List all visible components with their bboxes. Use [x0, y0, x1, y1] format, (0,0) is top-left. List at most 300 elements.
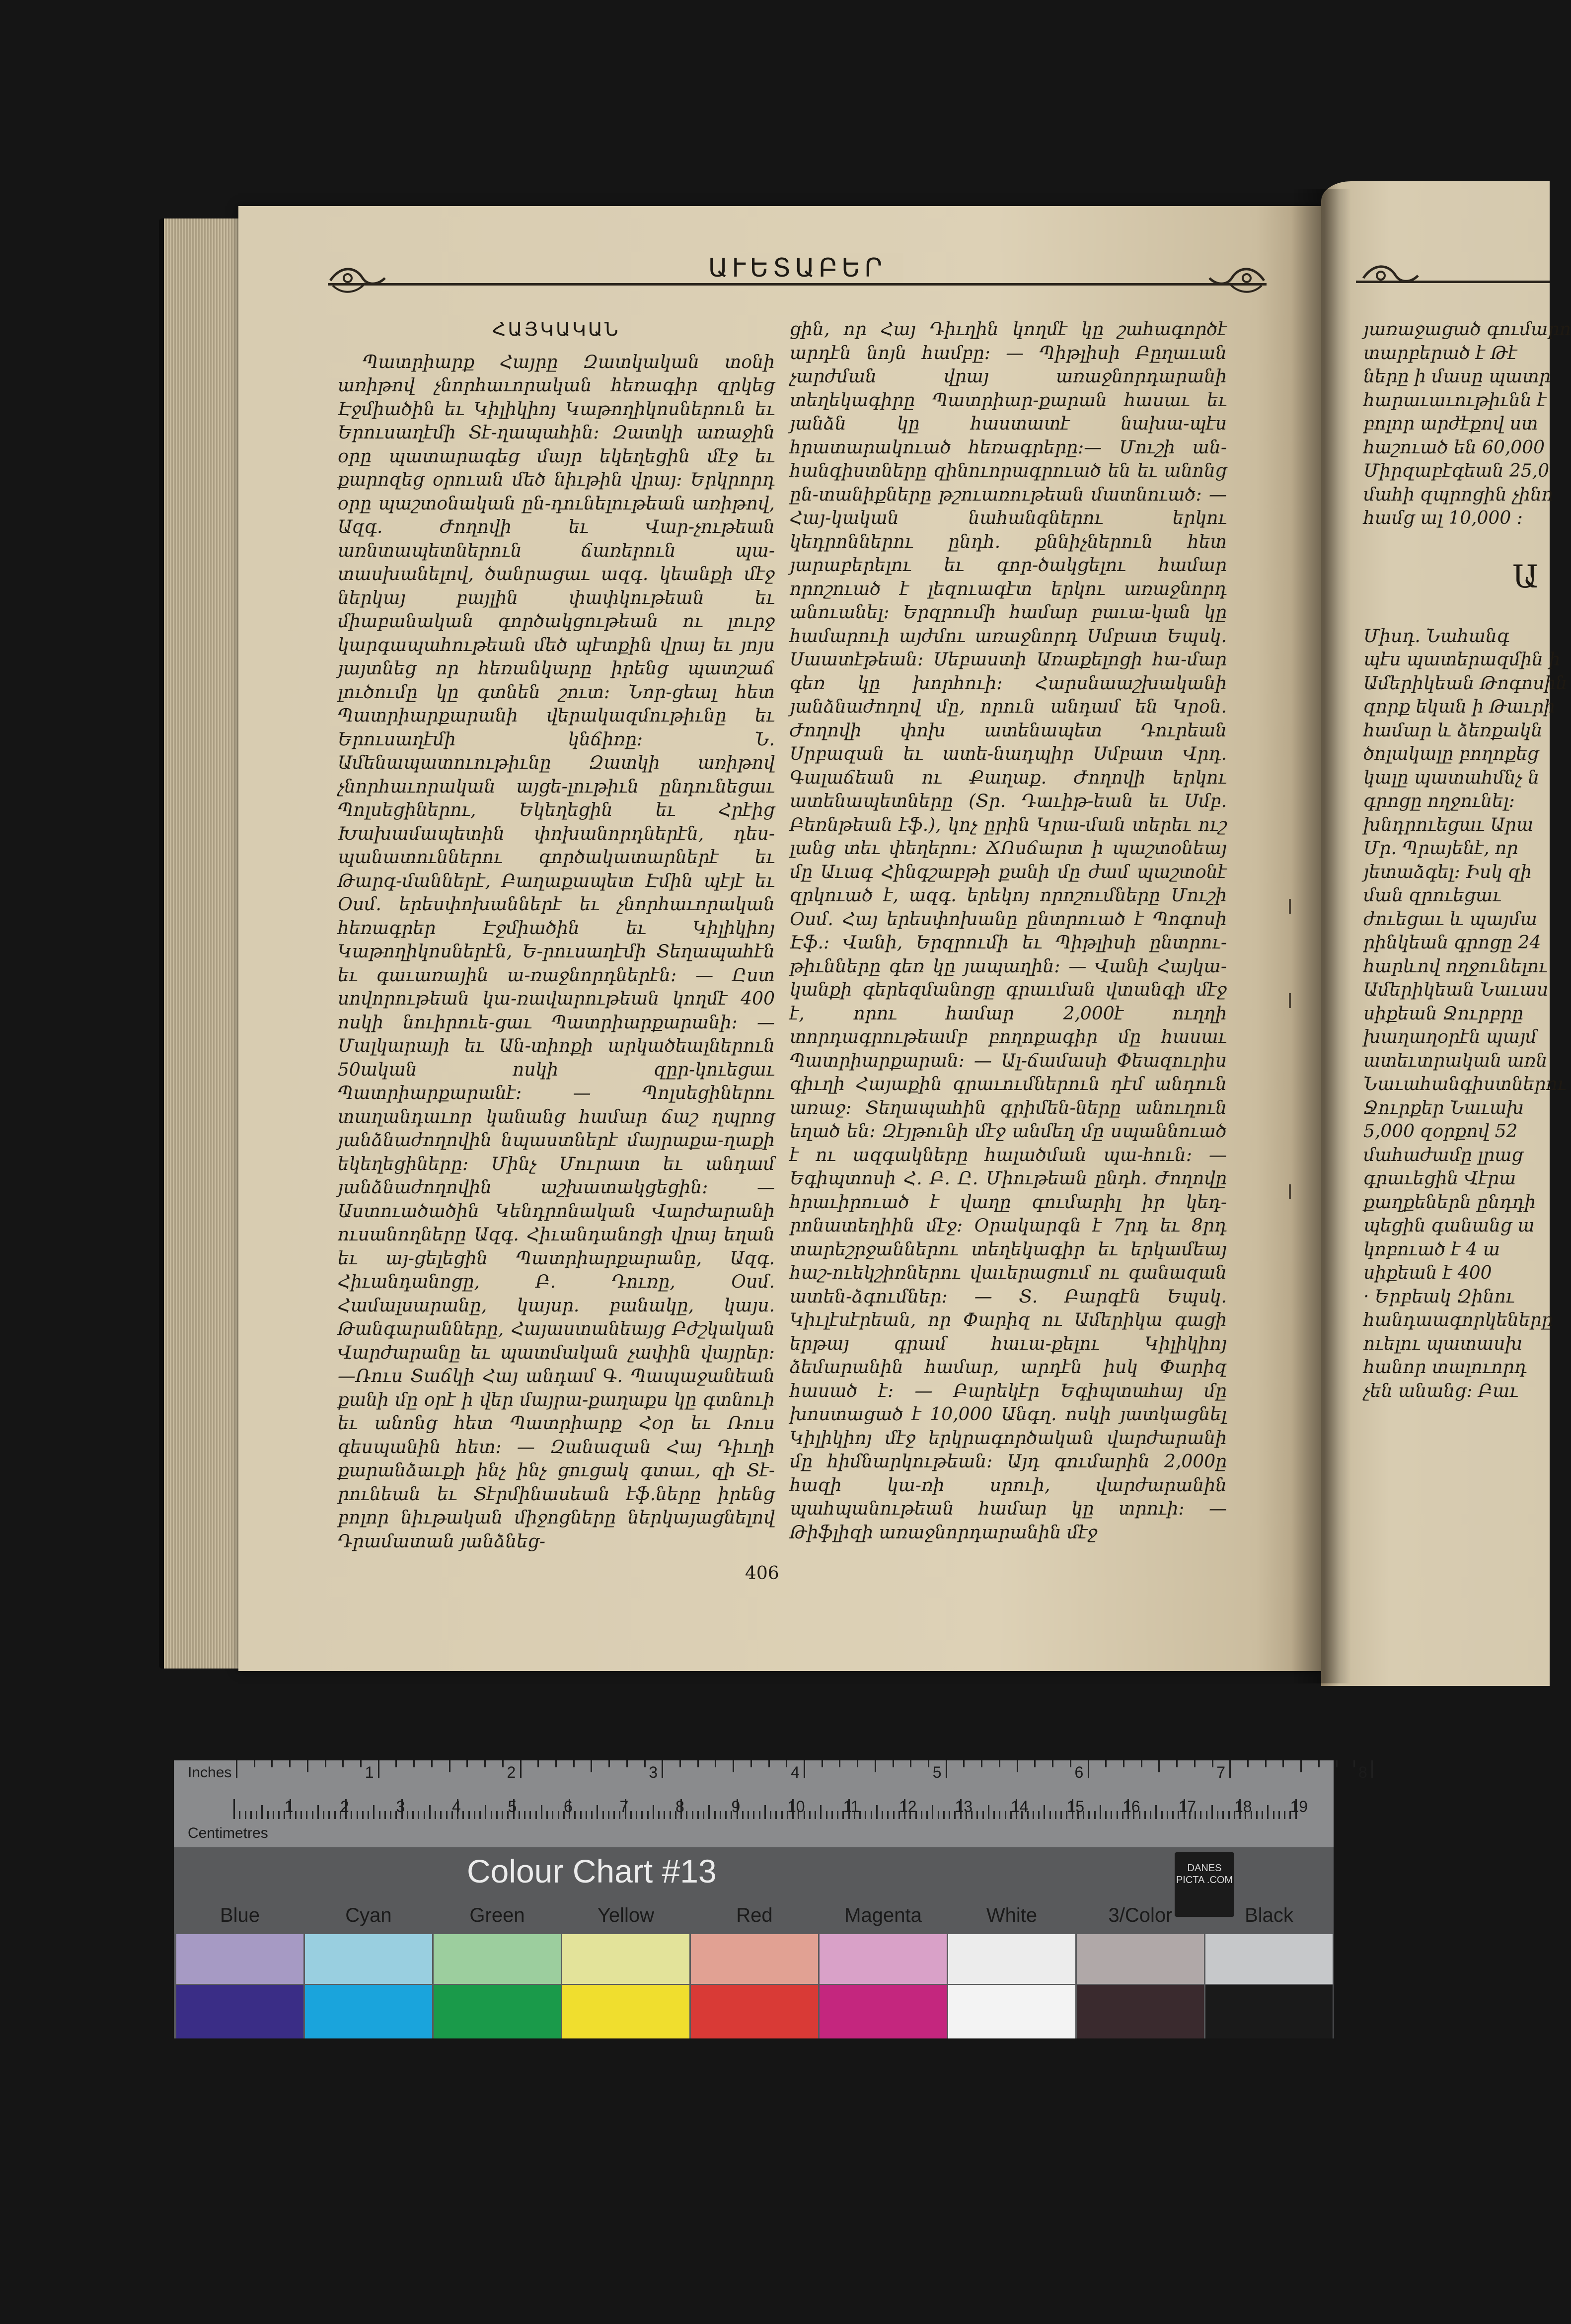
- ruler-inch-tick: [1353, 1760, 1355, 1767]
- margin-mark: [1289, 899, 1291, 914]
- ruler-inch-tick: [271, 1760, 273, 1767]
- ruler-inch-tick: [466, 1760, 468, 1767]
- facing-page-line: հանոր տալուորդ: [1363, 1357, 1527, 1378]
- facing-page-line: 5,000 զօրքով 52: [1363, 1121, 1518, 1142]
- colour-label: Blue: [220, 1904, 260, 1926]
- ruler-cm-tick: [703, 1811, 704, 1819]
- ruler-cm-number: 4: [452, 1798, 461, 1816]
- ruler-inch-number: 6: [1074, 1763, 1084, 1781]
- facing-page-line: խաղաղօրէն պայմ: [1363, 1027, 1537, 1047]
- colour-label: Yellow: [597, 1904, 655, 1926]
- ruler-cm-number: 14: [1011, 1798, 1029, 1816]
- ruler-cm-tick: [591, 1811, 593, 1819]
- ruler-cm-tick: [317, 1805, 319, 1819]
- facing-page-line: յառաջացած գումարո: [1363, 319, 1571, 340]
- ruler-cm-tick: [781, 1811, 783, 1819]
- ruler-cm-tick: [893, 1811, 895, 1819]
- ruler-cm-tick: [440, 1811, 442, 1819]
- facing-page-text: [1363, 318, 1571, 1403]
- ruler-cm-tick: [1049, 1811, 1051, 1819]
- ruler-inch-tick: [342, 1760, 344, 1767]
- ruler-inch-tick: [573, 1760, 575, 1767]
- colour-swatch-dark: [691, 1985, 818, 2038]
- ruler-inch-tick: [1318, 1760, 1320, 1767]
- ruler-inch-tick: [893, 1760, 894, 1767]
- ruler-cm-number: 16: [1122, 1798, 1140, 1816]
- margin-mark: [1289, 1184, 1291, 1199]
- ruler-cm-tick: [368, 1811, 369, 1819]
- ruler-cm-tick: [809, 1811, 811, 1819]
- ruler-cm-number: 7: [619, 1798, 629, 1816]
- ruler-cm-tick: [429, 1805, 431, 1819]
- facing-page-line: հարաւաւութիւնն է: [1363, 390, 1547, 411]
- colour-swatch-dark: [1077, 1985, 1204, 2038]
- ruler-cm-tick: [479, 1811, 481, 1819]
- ruler-inch-tick: [1265, 1760, 1267, 1767]
- ruler-cm-tick: [278, 1811, 280, 1819]
- facing-page-line: [1363, 530, 1552, 554]
- ruler-cm-tick: [300, 1811, 302, 1819]
- facing-ornament-icon: [1361, 261, 1421, 295]
- page-edges: [164, 218, 243, 1669]
- ruler-inch-tick: [875, 1760, 876, 1772]
- facing-page-line: Միսդ. Նահանգ: [1363, 626, 1509, 647]
- facing-page-line: պէս պատերազմին ի: [1363, 650, 1561, 670]
- ruler-cm-tick: [446, 1811, 448, 1819]
- ruler-cm-tick: [692, 1811, 693, 1819]
- ruler-cm-number: 8: [675, 1798, 684, 1816]
- ruler-cm-number: 3: [396, 1798, 405, 1816]
- ruler-cm-tick: [256, 1811, 257, 1819]
- ruler-cm-tick: [334, 1811, 336, 1819]
- ruler-cm-number: 17: [1178, 1798, 1197, 1816]
- right-column: [790, 318, 1227, 1544]
- ruler-inch-tick: [999, 1760, 1000, 1767]
- ruler-cm-tick: [306, 1811, 307, 1819]
- colour-label: 3/Color: [1108, 1904, 1173, 1926]
- ruler-inch-tick: [1371, 1760, 1373, 1778]
- spine-shadow: [1291, 189, 1351, 1683]
- section-heading: ՀԱՅԿԱԿԱՆ: [492, 318, 620, 340]
- ruler-inch-tick: [697, 1760, 699, 1767]
- facing-page-line: ատեւտրական առն: [1363, 1050, 1548, 1071]
- ruler-inch-tick: [822, 1760, 823, 1767]
- ruler-cm-tick: [535, 1811, 537, 1819]
- ruler-cm-tick: [485, 1805, 486, 1819]
- ruler-cm-tick: [1167, 1811, 1168, 1819]
- ruler-cm-tick: [407, 1811, 408, 1819]
- colour-swatch-light: [948, 1934, 1075, 1984]
- ruler-inch-tick: [750, 1760, 752, 1767]
- facing-page-line: չեն անանց։ Բաւ: [1363, 1380, 1518, 1401]
- ruler-cm-tick: [630, 1811, 632, 1819]
- right-ornament-icon: [1207, 263, 1267, 298]
- ruler-cm-tick: [697, 1811, 699, 1819]
- ruler-inch-tick: [555, 1760, 557, 1767]
- ruler-cm-tick: [233, 1799, 235, 1819]
- ruler-cm-tick: [586, 1811, 587, 1819]
- facing-page-line: Ա: [1512, 559, 1538, 595]
- ruler-cm-tick: [658, 1811, 660, 1819]
- ruler-cm-tick: [647, 1811, 649, 1819]
- ruler-cm-tick: [1150, 1811, 1151, 1819]
- ruler-cm-tick: [273, 1811, 274, 1819]
- facing-page-line: ուելու պատասխ: [1363, 1333, 1523, 1354]
- ruler-cm-tick: [574, 1811, 576, 1819]
- ruler-cm-tick: [670, 1811, 671, 1819]
- ruler-inch-tick: [715, 1760, 716, 1767]
- ruler-inch-tick: [644, 1760, 646, 1767]
- ruler-cm-tick: [1267, 1805, 1269, 1819]
- ruler-cm-tick: [1005, 1811, 1006, 1819]
- ruler-cm-tick: [1161, 1811, 1163, 1819]
- ruler-cm-tick: [1273, 1811, 1274, 1819]
- ruler-cm-number: 9: [731, 1798, 741, 1816]
- colour-label: Green: [469, 1904, 525, 1926]
- ruler-cm-tick: [826, 1811, 827, 1819]
- ruler-cm-tick: [865, 1811, 866, 1819]
- ruler-cm-tick: [982, 1811, 984, 1819]
- ruler-inch-tick: [1336, 1760, 1338, 1767]
- ruler-inch-number: 1: [365, 1763, 374, 1781]
- ruler-cm-tick: [636, 1811, 637, 1819]
- colour-swatch-light: [176, 1934, 303, 1984]
- ruler-inch-tick: [325, 1760, 326, 1767]
- facing-page-line: կոբուած է 4 ա: [1363, 1239, 1500, 1260]
- ruler-cm-tick: [976, 1811, 978, 1819]
- ruler-cm-tick: [435, 1811, 436, 1819]
- ruler-inch-tick: [910, 1760, 911, 1767]
- facing-page-line: տարբերած է Թէ: [1363, 343, 1517, 363]
- ruler-cm-tick: [1105, 1811, 1107, 1819]
- ruler-cm-number: 2: [340, 1798, 349, 1816]
- ruler-cm-tick: [664, 1811, 665, 1819]
- facing-page-line: յետաձգել։ Իսկ զի: [1363, 862, 1532, 882]
- facing-page-line: մահաժամը լրաց: [1363, 1145, 1523, 1165]
- ruler-inch-tick: [1017, 1760, 1018, 1772]
- ruler-inch-number: 7: [1216, 1763, 1226, 1781]
- ruler-inch-number: 2: [507, 1763, 516, 1781]
- ruler-cm-tick: [245, 1811, 246, 1819]
- ruler-cm-tick: [1088, 1811, 1090, 1819]
- ruler-inch-tick: [236, 1760, 237, 1778]
- ruler-cm-tick: [239, 1811, 240, 1819]
- ruler-cm-tick: [412, 1811, 414, 1819]
- ruler-cm-tick: [1278, 1811, 1280, 1819]
- facing-page-line: հաշուած են 60,000: [1363, 437, 1545, 458]
- ruler-inch-tick: [662, 1760, 663, 1778]
- ruler-cm-tick: [708, 1805, 710, 1819]
- left-column-text: Պատրիարք Հայրը Զատկական տօնի առիթով չնորհաւորական հեռագիր զրկեց Էջմիածին եւ Կիլիկիոյ Կաթողիկոսներուն եւ Երուսաղէմի Տէ-ղապահին։ Զատկի առաջին օրը պատարագեց մայր եկեղեցին մէջ եւ քարոզեց օրուան մեծ նիւթին վրայ։ Երկրորդ օրը պաշտօնական ըն-դունելութեան առիթով, Ազգ. Ժողովի եւ Վար-չութեան առնտապետներուն ճառերուն պա-տասխանելով, ծանրացաւ ազգ. կեանքի մէջ ներկայ բայլին փափկութեան եւ միաբանական գործակցութեան ու լուրջ կարգապահութեան մեծ պէտքին վրայ եւ յոյս յայտնեց որ հեռանկարը իրենց պատշաճ լուծումը կը գտնեն շուտ։ Նոր-ցեալ հետ Պատրիարքարանի վերակազմութիւնը եւ Երուսաղէմի կնճիռը։ Ն. Ամենապատուութիւնը Զատկի առիթով չնորհաւորական այցե-լութիւն ընդունեցաւ Պոլսեցիներու, Եկեղեցին եւ Հրէից Խախամապետին փոխանորդներէն, դես-պանատուններու գործակատարներէ եւ Թարգ-մաններէ, Բաղաքապետ Էմին պէյէ եւ Օսմ. երեսփոխաններէ եւ չնորհաւորական հեռագրեր Էջմիածին եւ Կիլիկիոյ Կաթողիկոսներէն, Ե-րուսաղէմի Տեղապահէն եւ գաւառային ա-ռաջնորդներէն։ — Ըստ սովորութեան կա-ռավարութեան կողմէ 400 ոսկի նուիրուե-ցաւ Պատրիարքարանի։ — Մալկարայի եւ Ան-տիոքի արկածեալներուն 50ական ոսկի զըր-կուեցաւ Պատրիարքարանէ։ — Պոլսեցիներու տաղանդաւոր կանանց համար ճաշ ղպրոց յանձնաժողովին նպաստներէ մայրաքա-ղաքի եկեղեցիները։ Մինչ Մուրատ եւ անդամ յանձնաժողովին աշխատակցեցին։ — Աստուածածին Կենդրոնական Վարժարանի ուսանողները Ազգ. Հիւանդանոցի վրայ եղան եւ այ-ցելեցին Պատրիարքարանը, Ազգ. Հիւանդանոցը, Բ. Դուռը, Օսմ. Համալսարանը, կայսր. բանակը, կայս. Թանգարանները, Հայաստանեայց Բժշկական Վարժարանը եւ պատմական չափին վայրեր։ —Ռուս Տաճկի Հայ անդամ Գ. Պապաջանեան քանի մը օրէ ի վեր մայրա-քաղաքս կը գտնուի եւ անոնց հետ Պատրիարք Հօր եւ Ռուս գեսպանին հետ։ — Զանազան Հայ Դիւղի քարանձաւքի ինչ ինչ ցուցակ գտաւ, զի Տէ-րունեան եւ Տէրմինասեան էֆ.ները իրենց բոլոր նիւթական միջոցները ներկայացնելով Դրամատան յանձնեց-: [338, 352, 775, 1552]
- ruler-inch-tick: [1141, 1760, 1142, 1767]
- ruler-inch-tick: [378, 1760, 379, 1778]
- ruler-cm-tick: [1111, 1811, 1112, 1819]
- ruler-cm-tick: [580, 1811, 582, 1819]
- ruler-cm-tick: [1200, 1811, 1201, 1819]
- right-column-text: ցին, որ Հայ Դիւղին կողմէ կը շահագործէ արդէն նոյն համբը։ — Պիթլիսի Բըղաւան չարժման վրայ առաջնորդարանի տեղեկագիրը Պատրիար-քարան հասաւ եւ յանձն կը հաստատէ նախա-պէս հրատարակուած հեռագրերը։— Մուշի ան-հանգիստները զինուորագրուած են եւ անոնց ըն-տանիքները թշուառութեան մատնուած։ — Հայ-կական նահանգներու երկու կեդրոններու ընդհ. քննիչներուն հետ յարաբերելու եւ գոր-ծակցելու համար որոշուած է լեզուագէտ երկու առաջնորդ անուանել։ Երզրումի համար բաւա-կան կը համարուի այժմու առաջնորդ Սմբատ Եպսկ. Սաատէթեան։ Սեբաստի Առաքելոցի հա-մար գեռ կը խորհուի։ Հարսնաաշխականի յանձնաժողով մը, որուն անդամ են Կրօն. Ժողովի փոխ ատենապետ Դուրեան Սրբազան եւ ատե-նադպիր Սմբատ Վրդ. Գալաճեան ու Քաղաք. Ժողովի երկու ատենապետները (Տր. Դաւիթ-եան եւ Սմբ. Բեռնթեան էֆ.), կոչ ըրին Կրա-ման տերեւ ուշ լանց տեւ փեղերու։ ՃՈսճարտ ի պաշտօնեայ մը Աւագ Հինգշաբթի քանի մը ժամ պաշտօնէ զրկուած է, ազգ. երեկոյ որոշումները Մուշի Օսմ. Հայ երեսփոխանը ընտրուած է Պոգոսի Էֆ.: Վանի, Երզրումի եւ Պիթլիսի ընտրու-թիւնները գեռ կը յապաղին։ — Վանի Հայկա-կանքի գերեզմանոցը գրաւման վտանգի մէջ է, որու համար 2,000է ուղղի տորդագրութեամբ բողոքագիր մը հասաւ Պատրիարքարան։ — Ալ-ճամասի Փեազուրիս գիւղի Հայաքին գրաւումներուն դէմ անդուն առաջ։ Տեղապահին գրիմեն-ները անուղուն եղած են։ Զէյթունի մէջ անմեղ մը սպաննուած է ու ազգակները հալածման պա-հուն։ — Եգիպտոսի Հ. Բ. Ը. Միութեան ընդհ. Ժողովը հրաւիրուած է վաղը գումարիլ իր կեդ-րոնատեղիին մէջ։ Օրակարգն է 7րդ եւ 8րդ տարեշրջաններու տեղեկագիր եւ երկամեայ հաշ-ուեկշիռներու վաւերացում ու գանազան ատեն-ձգումներ։ — Տ. Բարգէն Եպսկ. Կիւլէսէրեան, որ Փարիզ ու Ամերիկա գացի երթայ գրամ հաւա-քելու Կիլիկիոյ ձեմարանին համար, արդէն իսկ Փարիզ հասած է։ — Բարեկէր Եգիպտահայ մը խոստացած է 10,000 Անգղ. ոսկի յատկացնել Կիլիկիոյ մէջ երկրագործական վարժարանի մը հիմնարկութեան։ Այդ գումարին 2,000ը հազի կա-ռի սրուի, վարժարանին պահպանութեան համար կը տրուի։ —Թիֆլիզի առաջնորդարանին մէջ: [790, 319, 1227, 1543]
- ruler-cm-number: 13: [955, 1798, 973, 1816]
- ruler-cm-tick: [597, 1805, 598, 1819]
- ruler-cm-tick: [1094, 1811, 1096, 1819]
- ruler-cm-tick: [323, 1811, 324, 1819]
- ruler-cm-tick: [491, 1811, 492, 1819]
- ruler-cm-tick: [529, 1811, 531, 1819]
- ruler-cm-tick: [546, 1811, 548, 1819]
- ruler: [174, 1760, 1367, 1847]
- ruler-cm-tick: [1262, 1811, 1263, 1819]
- ruler-cm-tick: [1117, 1811, 1118, 1819]
- colour-label: Black: [1245, 1904, 1293, 1926]
- left-ornament-icon: [328, 263, 387, 298]
- ruler-cm-tick: [424, 1811, 425, 1819]
- facing-page-line: Միրզաբէգեան 25,0: [1363, 461, 1550, 481]
- ruler-inch-number: 8: [1358, 1763, 1367, 1781]
- colour-swatch-light: [1205, 1934, 1333, 1984]
- running-head: [328, 253, 1267, 303]
- facing-page-line: հանդաագորկեները: [1363, 1310, 1553, 1330]
- colour-swatch-light: [691, 1934, 818, 1984]
- ruler-cm-tick: [1055, 1811, 1056, 1819]
- ruler-inch-tick: [484, 1760, 486, 1767]
- ruler-cm-tick: [748, 1811, 749, 1819]
- ruler-cm-number: 10: [787, 1798, 805, 1816]
- ruler-inch-tick: [786, 1760, 787, 1767]
- ruler-inch-tick: [733, 1760, 734, 1772]
- ruler-inch-tick: [981, 1760, 982, 1767]
- ruler-inch-tick: [502, 1760, 504, 1767]
- ruler-cm-tick: [653, 1805, 654, 1819]
- ruler-cm-tick: [390, 1811, 391, 1819]
- facing-page-line: համց ալ 10,000 ։: [1363, 508, 1523, 528]
- ruler-cm-tick: [1222, 1811, 1224, 1819]
- colour-swatch-dark: [948, 1985, 1075, 2038]
- ruler-cm-tick: [1284, 1811, 1285, 1819]
- colour-label: White: [986, 1904, 1038, 1926]
- ruler-inch-tick: [1158, 1760, 1160, 1772]
- centimetres-label: Centimetres: [188, 1825, 268, 1841]
- facing-page-line: Մր. Պրայենէ, որ: [1363, 838, 1518, 859]
- ruler-cm-tick: [999, 1811, 1000, 1819]
- inches-label: Inches: [188, 1764, 232, 1781]
- ruler-cm-tick: [328, 1811, 330, 1819]
- ruler-cm-tick: [1038, 1811, 1040, 1819]
- facing-page-line: պեցին գանանց ա: [1363, 1216, 1535, 1236]
- ruler-cm-tick: [1155, 1805, 1157, 1819]
- ruler-inch-tick: [289, 1760, 291, 1767]
- ruler-cm-tick: [641, 1811, 643, 1819]
- colour-label: Red: [736, 1904, 773, 1926]
- ruler-inch-number: 3: [649, 1763, 658, 1781]
- ruler-inch-tick: [804, 1760, 805, 1778]
- ruler-cm-tick: [949, 1811, 950, 1819]
- facing-page-line: կալը պատահմնչ ն: [1363, 767, 1540, 788]
- colour-swatch-dark: [1205, 1985, 1333, 2038]
- ruler-cm-tick: [831, 1811, 833, 1819]
- colour-swatch-dark: [305, 1985, 432, 2038]
- colour-label: Cyan: [345, 1904, 392, 1926]
- ruler-cm-tick: [1211, 1805, 1213, 1819]
- ruler-inch-tick: [679, 1760, 681, 1767]
- ruler-cm-tick: [876, 1805, 878, 1819]
- ruler-inch-tick: [839, 1760, 840, 1767]
- colour-swatch-light: [562, 1934, 689, 1984]
- ruler-cm-tick: [993, 1811, 995, 1819]
- ruler-inch-tick: [608, 1760, 610, 1767]
- ruler-cm-tick: [764, 1805, 766, 1819]
- ruler-cm-tick: [943, 1811, 945, 1819]
- ruler-cm-tick: [1228, 1811, 1230, 1819]
- danes-picta-logo: DANES PICTA .COM: [1175, 1852, 1234, 1917]
- ruler-cm-tick: [373, 1805, 374, 1819]
- colour-swatch-dark: [176, 1985, 303, 2038]
- facing-page-line: րինկեան գրոցը 24: [1363, 933, 1541, 953]
- ruler-cm-tick: [384, 1811, 386, 1819]
- facing-page-line: գրաւեցին Վէրա: [1363, 1168, 1516, 1189]
- ruler-cm-tick: [468, 1811, 470, 1819]
- header-rule: [328, 283, 1267, 286]
- colour-swatch-light: [1077, 1934, 1204, 1984]
- ruler-cm-tick: [357, 1811, 358, 1819]
- ruler-cm-tick: [988, 1805, 989, 1819]
- ruler-cm-tick: [686, 1811, 687, 1819]
- ruler-inch-tick: [537, 1760, 539, 1767]
- ruler-cm-tick: [1044, 1805, 1045, 1819]
- ruler-cm-number: 6: [564, 1798, 573, 1816]
- ruler-inch-tick: [1212, 1760, 1213, 1767]
- ruler-inch-number: 4: [791, 1763, 800, 1781]
- ruler-cm-tick: [267, 1811, 269, 1819]
- colour-chart-title: Colour Chart #13: [467, 1853, 717, 1889]
- colour-swatch-dark: [820, 1985, 947, 2038]
- facing-page-line: բոլոր արժէքով ստ: [1363, 414, 1538, 434]
- ruler-cm-tick: [418, 1811, 419, 1819]
- ruler-inch-tick: [520, 1760, 522, 1778]
- facing-page-line: [1363, 601, 1552, 625]
- ruler-cm-number: 5: [508, 1798, 517, 1816]
- ruler-cm-tick: [1100, 1805, 1101, 1819]
- ruler-inch-tick: [413, 1760, 415, 1767]
- facing-page-line: Ամերիկեան Թոգոսին: [1363, 673, 1568, 694]
- ruler-inch-tick: [395, 1760, 397, 1767]
- ruler-inch-tick: [1194, 1760, 1196, 1767]
- ruler-cm-tick: [887, 1811, 889, 1819]
- ruler-cm-tick: [1033, 1811, 1034, 1819]
- ruler-cm-number: 11: [843, 1798, 860, 1816]
- ruler-cm-tick: [742, 1811, 744, 1819]
- ruler-cm-tick: [932, 1805, 933, 1819]
- ruler-cm-tick: [1206, 1811, 1207, 1819]
- facing-page-line: Ամերիկեան Նաւաս: [1363, 980, 1549, 1000]
- ruler-cm-tick: [608, 1811, 609, 1819]
- ruler-inch-tick: [857, 1760, 858, 1767]
- ruler-inch-tick: [1070, 1760, 1071, 1767]
- ruler-cm-tick: [926, 1811, 928, 1819]
- ruler-cm-tick: [558, 1811, 559, 1819]
- ruler-cm-tick: [541, 1805, 542, 1819]
- ruler-cm-tick: [775, 1811, 777, 1819]
- facing-page-line: սիքեան Ջուրբրը: [1363, 1003, 1524, 1024]
- ruler-cm-tick: [502, 1811, 503, 1819]
- ruler-cm-number: 1: [284, 1798, 294, 1816]
- ruler-cm-tick: [519, 1811, 520, 1819]
- ruler-cm-tick: [602, 1811, 604, 1819]
- ruler-cm-number: 19: [1290, 1798, 1308, 1816]
- ruler-inch-tick: [591, 1760, 592, 1772]
- ruler-inch-tick: [431, 1760, 433, 1767]
- ruler-inch-tick: [1088, 1760, 1089, 1778]
- ruler-inch-tick: [449, 1760, 450, 1772]
- ruler-inch-tick: [1300, 1760, 1302, 1772]
- ruler-inch-tick: [1123, 1760, 1124, 1767]
- ruler-cm-tick: [714, 1811, 716, 1819]
- ruler-cm-tick: [837, 1811, 838, 1819]
- ruler-inch-tick: [1105, 1760, 1107, 1767]
- ruler-inch-tick: [1229, 1760, 1231, 1778]
- facing-page-line: ժուեցաւ և պայմա: [1363, 909, 1537, 930]
- page-number: 406: [745, 1563, 779, 1584]
- ruler-cm-tick: [351, 1811, 352, 1819]
- ruler-inch-tick: [1034, 1760, 1036, 1767]
- ruler-inch-tick: [1052, 1760, 1053, 1767]
- ruler-cm-tick: [1217, 1811, 1218, 1819]
- ruler-inch-tick: [254, 1760, 255, 1767]
- ruler-cm-tick: [815, 1811, 816, 1819]
- ruler-inch-tick: [1282, 1760, 1284, 1767]
- facing-page-line: խնդրուեցաւ Արա: [1363, 814, 1534, 835]
- facing-page-line: Ջուրքեր Նաւախ: [1363, 1097, 1524, 1118]
- facing-page-line: Նաւահանգիստներու: [1363, 1074, 1567, 1094]
- facing-page-line: ծոլակալը բողոքեց: [1363, 744, 1539, 764]
- facing-page-line: սիքեան է 400: [1363, 1263, 1492, 1283]
- ruler-cm-tick: [820, 1805, 822, 1819]
- ruler-inch-tick: [946, 1760, 947, 1778]
- colour-swatch-dark: [562, 1985, 689, 2038]
- colour-chart-card: [174, 1760, 1367, 2038]
- ruler-inch-tick: [963, 1760, 965, 1767]
- facing-page-line: մահի զպրոցին չինո: [1363, 484, 1554, 505]
- ruler-inch-tick: [307, 1760, 308, 1772]
- colour-swatch-light: [434, 1934, 561, 1984]
- ruler-cm-tick: [871, 1811, 872, 1819]
- running-head-title: ԱՒԵՏԱԲԵՐ: [691, 253, 903, 283]
- ruler-inch-tick: [928, 1760, 929, 1767]
- ruler-cm-tick: [921, 1811, 922, 1819]
- ruler-cm-tick: [725, 1811, 727, 1819]
- ruler-cm-tick: [496, 1811, 498, 1819]
- colour-swatch-light: [305, 1934, 432, 1984]
- ruler-cm-number: 15: [1066, 1798, 1085, 1816]
- ruler-cm-tick: [552, 1811, 553, 1819]
- facing-page-line: համար և ձեռքակն: [1363, 720, 1543, 741]
- facing-page-line: զորք եկան ի Թաւրի: [1363, 697, 1556, 717]
- ruler-cm-tick: [1172, 1811, 1174, 1819]
- ruler-cm-tick: [462, 1811, 464, 1819]
- ruler-cm-tick: [261, 1805, 263, 1819]
- ruler-cm-tick: [882, 1811, 883, 1819]
- ruler-inch-tick: [1176, 1760, 1178, 1767]
- ruler-inch-number: 5: [932, 1763, 942, 1781]
- facing-page-line: քաղքեներն ընդդի: [1363, 1192, 1536, 1213]
- ruler-cm-number: 12: [899, 1798, 917, 1816]
- margin-mark: [1289, 993, 1291, 1008]
- facing-page-line: հարևով ողջունելու: [1363, 956, 1548, 977]
- left-column: [338, 318, 775, 1553]
- ruler-inch-tick: [626, 1760, 628, 1767]
- ruler-cm-number: 18: [1234, 1798, 1252, 1816]
- ruler-cm-tick: [312, 1811, 313, 1819]
- ruler-inch-tick: [768, 1760, 770, 1767]
- facing-page-line: ման զրուեցաւ: [1363, 885, 1501, 906]
